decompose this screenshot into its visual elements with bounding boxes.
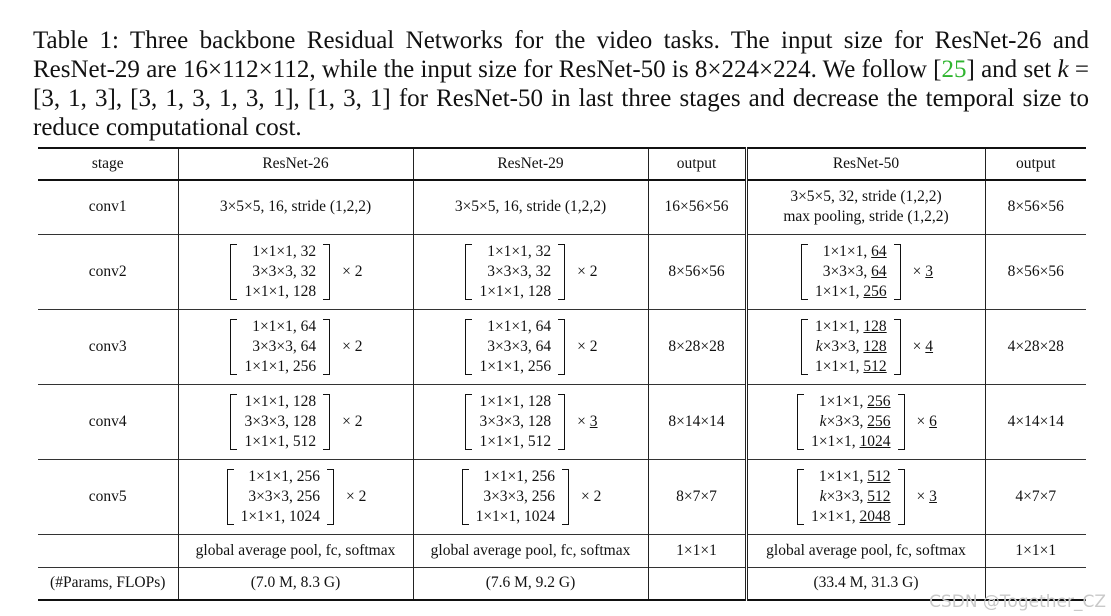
block-line: 3×3×3, 32 [487, 262, 552, 280]
mult-value: 6 [929, 412, 937, 430]
header-output: output [648, 148, 746, 180]
bracket-block [799, 242, 903, 302]
block-line [815, 242, 887, 262]
line-prefix: 1×1×1, [814, 317, 864, 335]
output50-cell: 8×56×56 [985, 234, 1086, 309]
line-prefix: ×3×3, [822, 337, 864, 355]
mult-sign: × [916, 412, 930, 430]
block-line [815, 262, 887, 282]
output50-cell: 4×28×28 [985, 309, 1086, 384]
block-line: 1×1×1, 512 [479, 432, 552, 450]
block-line: 1×1×1, 32 [252, 242, 317, 260]
repeat-count [913, 338, 933, 356]
block-line: 1×1×1, 256 [479, 357, 552, 375]
resnet26-cell [178, 234, 413, 309]
resnet50-cell: global average pool, fc, softmax [746, 534, 985, 567]
resnet50-cell: (33.4 M, 31.3 G) [746, 567, 985, 600]
bracket-block [228, 242, 332, 302]
block-line: 1×1×1, 1024 [475, 507, 556, 525]
header-stage: stage [38, 148, 178, 180]
mult-sign: × [912, 262, 926, 280]
bracket-block [463, 392, 567, 452]
block-line: 1×1×1, 128 [244, 392, 317, 410]
table-row-conv1 [38, 180, 1086, 234]
line-value: 512 [867, 487, 891, 505]
block-line [811, 432, 890, 452]
mult-sign: × [577, 412, 590, 430]
line-value: 128 [863, 317, 887, 335]
stage-label: conv3 [38, 309, 178, 384]
resnet26-cell [178, 459, 413, 534]
resnet50-cell [746, 384, 985, 459]
block-line: 3×3×3, 32 [252, 262, 317, 280]
output-cell: 1×1×1 [648, 534, 746, 567]
block-line [811, 392, 890, 412]
block-line [815, 317, 887, 337]
repeat-count: × 2 [577, 262, 598, 280]
output-cell: 8×28×28 [648, 309, 746, 384]
line-value: 128 [863, 337, 887, 355]
resnet-table [38, 147, 1086, 601]
line-prefix: ×3×3, [826, 412, 868, 430]
bracket-block [228, 392, 332, 452]
line-value: 256 [867, 412, 891, 430]
block-line: 3×3×3, 128 [479, 412, 552, 430]
block-line: 1×1×1, 128 [479, 392, 552, 410]
repeat-count: × 2 [342, 337, 363, 355]
resnet26-cell: (7.0 M, 8.3 G) [178, 567, 413, 600]
citation-link[interactable]: 25 [941, 56, 967, 83]
resnet29-cell [413, 459, 648, 534]
resnet29-cell: (7.6 M, 9.2 G) [413, 567, 648, 600]
line-prefix: 1×1×1, [811, 507, 860, 525]
caption-text: = [3, 1, 3], [3, 1, 3, 1, 3, 1], [1, 3, 1] for ResNet-50 in last three stages and decrease the temporal size to reduce computational cost. [33, 56, 1089, 141]
block-line: 3×3×3, 256 [248, 487, 321, 505]
line-prefix: 1×1×1, [818, 467, 868, 485]
resnet26-cell: global average pool, fc, softmax [178, 534, 413, 567]
block-line: 1×1×1, 128 [244, 282, 317, 300]
block-line: 3×3×3, 64 [252, 337, 317, 355]
bracket-block [463, 242, 567, 302]
output50-cell: 1×1×1 [985, 534, 1086, 567]
header-resnet50: ResNet-50 [746, 148, 985, 180]
block-line: 1×1×1, 256 [244, 357, 317, 375]
block-line: 1×1×1, 64 [487, 317, 552, 335]
caption-text: ] and set [966, 56, 1058, 83]
resnet26-cell [178, 309, 413, 384]
mult-sign: × [916, 487, 930, 505]
mult-value: 3 [925, 262, 934, 280]
line-prefix: 1×1×1, [822, 242, 872, 260]
resnet50-cell [746, 459, 985, 534]
resnet29-cell [413, 234, 648, 309]
header-row [38, 148, 1086, 180]
block-line [811, 507, 890, 527]
mult-value: 3 [589, 412, 598, 430]
block-line: 1×1×1, 1024 [240, 507, 321, 525]
repeat-count [577, 413, 597, 431]
resnet50-cell [746, 309, 985, 384]
header-resnet26: ResNet-26 [178, 148, 413, 180]
resnet50-line: 3×5×5, 32, stride (1,2,2) [790, 188, 942, 206]
line-value: 1024 [859, 432, 891, 450]
header-output-50: output [985, 148, 1086, 180]
math-k: k [819, 412, 827, 430]
line-value: 512 [863, 357, 887, 375]
line-prefix: 1×1×1, [818, 392, 868, 410]
stage-label [38, 534, 178, 567]
block-line [815, 282, 887, 302]
stage-label: conv2 [38, 234, 178, 309]
repeat-count [913, 263, 933, 281]
header-resnet29: ResNet-29 [413, 148, 648, 180]
resnet50-cell [746, 180, 985, 234]
output-cell [648, 567, 746, 600]
line-value: 256 [867, 392, 891, 410]
bracket-block [228, 317, 332, 377]
mult-value: 4 [925, 337, 934, 355]
block-line [811, 412, 890, 432]
line-prefix: 1×1×1, [814, 282, 864, 300]
line-prefix: 3×3×3, [822, 262, 872, 280]
stage-label: conv4 [38, 384, 178, 459]
resnet29-cell: global average pool, fc, softmax [413, 534, 648, 567]
line-value: 64 [871, 242, 887, 260]
table-row-conv5 [38, 459, 1086, 534]
repeat-count: × 2 [346, 487, 367, 505]
line-value: 256 [863, 282, 887, 300]
line-value: 512 [867, 467, 891, 485]
table-row-conv4 [38, 384, 1086, 459]
bracket-block [225, 467, 336, 527]
table-row-conv3 [38, 309, 1086, 384]
bracket-block [460, 467, 571, 527]
stage-label: conv5 [38, 459, 178, 534]
repeat-count: × 2 [342, 262, 363, 280]
table-caption [33, 26, 1089, 142]
output-cell: 8×7×7 [648, 459, 746, 534]
block-line: 3×3×3, 256 [483, 487, 556, 505]
repeat-count [917, 413, 937, 431]
resnet29-cell [413, 309, 648, 384]
resnet50-line: max pooling, stride (1,2,2) [783, 208, 949, 226]
bracket-block [795, 392, 906, 452]
bracket-block [463, 317, 567, 377]
block-line: 3×3×3, 128 [244, 412, 317, 430]
output50-cell: 8×56×56 [985, 180, 1086, 234]
block-line [811, 487, 890, 507]
line-value: 64 [871, 262, 887, 280]
mult-sign: × [912, 337, 926, 355]
math-k: k [815, 337, 823, 355]
resnet26-cell [178, 384, 413, 459]
repeat-count: × 2 [342, 412, 363, 430]
table-row-conv2 [38, 234, 1086, 309]
stage-label: conv1 [88, 198, 127, 216]
resnet26-cell: 3×5×5, 16, stride (1,2,2) [178, 180, 413, 234]
block-line [815, 337, 887, 357]
resnet29-cell [413, 384, 648, 459]
math-k: k [819, 487, 827, 505]
caption-math-k: k [1057, 56, 1069, 83]
line-prefix: ×3×3, [826, 487, 868, 505]
block-line: 1×1×1, 32 [487, 242, 552, 260]
block-line [815, 357, 887, 377]
line-prefix: 1×1×1, [814, 357, 864, 375]
bracket-block [795, 467, 906, 527]
bracket-block [799, 317, 903, 377]
output-cell: 8×56×56 [648, 234, 746, 309]
repeat-count [917, 488, 937, 506]
table-row-pool [38, 534, 1086, 567]
block-line: 3×3×3, 64 [487, 337, 552, 355]
stage-label: (#Params, FLOPs) [38, 567, 178, 600]
line-value: 2048 [859, 507, 891, 525]
repeat-count: × 2 [581, 487, 602, 505]
block-line: 1×1×1, 256 [248, 467, 321, 485]
block-line: 1×1×1, 128 [479, 282, 552, 300]
block-line: 1×1×1, 512 [244, 432, 317, 450]
block-line [811, 467, 890, 487]
output50-cell: 4×7×7 [985, 459, 1086, 534]
watermark-text: CSDN @Together_CZ [929, 592, 1106, 612]
mult-value: 3 [929, 487, 937, 505]
block-line: 1×1×1, 256 [483, 467, 556, 485]
resnet50-cell [746, 234, 985, 309]
block-line: 1×1×1, 64 [252, 317, 317, 335]
output-cell: 16×56×56 [648, 180, 746, 234]
resnet29-cell: 3×5×5, 16, stride (1,2,2) [413, 180, 648, 234]
caption-text: Table 1: Three backbone Residual Networks for the video tasks. The input size for ResNet-26 and ResNet-29 are 16×112×112, while the input size for ResNet-50 is 8×224×224. We follow [ [33, 27, 1089, 83]
repeat-count: × 2 [577, 337, 598, 355]
output50-cell: 4×14×14 [985, 384, 1086, 459]
output-cell: 8×14×14 [648, 384, 746, 459]
line-prefix: 1×1×1, [811, 432, 860, 450]
